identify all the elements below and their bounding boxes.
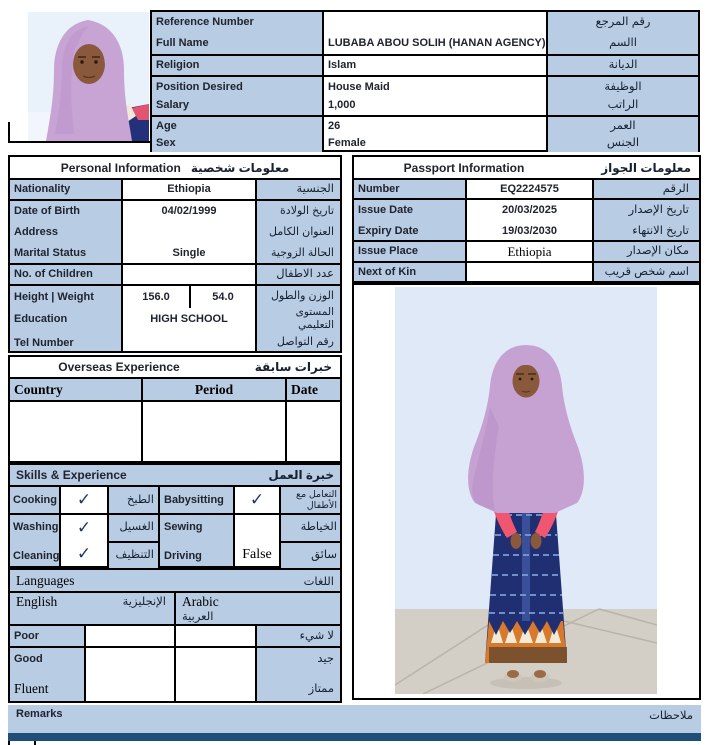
nationality-value: Ethiopia: [167, 183, 211, 195]
sewing-label-ar: الخياطة: [281, 515, 340, 541]
children-value: [127, 265, 251, 284]
full-name-label: Full Name: [156, 37, 209, 49]
english-poor-cell: [84, 626, 174, 646]
skills-title-ar: خبرة العمل: [268, 468, 334, 482]
next-row-left-border: [8, 741, 10, 745]
english-good-fluent-cell: [84, 648, 174, 701]
position-desired-label-ar: الوظيفة: [604, 81, 642, 93]
reference-number-value: [328, 12, 542, 33]
age-value: 26: [328, 120, 341, 132]
education-value: HIGH SCHOOL: [150, 313, 228, 325]
overseas-col-date: Date: [285, 379, 340, 400]
issue-place-label-ar: مكان الإصدار: [627, 245, 689, 257]
next-row-column-border: [34, 741, 36, 745]
next-of-kin-value: [471, 263, 588, 281]
skills-title: Skills & Experience: [16, 468, 127, 482]
overseas-experience-title: Overseas Experience: [58, 360, 180, 374]
issue-place-label: Issue Place: [358, 245, 418, 257]
position-desired-value: House Maid: [328, 81, 390, 93]
height-value: 156.0: [142, 291, 170, 303]
date-of-birth-label: Date of Birth: [14, 205, 80, 217]
cleaning-label: Cleaning: [13, 550, 59, 562]
washing-check: ✓: [76, 518, 92, 537]
remarks-band: [8, 705, 701, 733]
marital-status-value: Single: [172, 247, 206, 259]
driving-check: False: [242, 547, 272, 562]
portrait-photo-image: [28, 12, 149, 141]
religion-label: Religion: [156, 59, 200, 71]
level-good-label: Good: [14, 653, 43, 665]
arabic-good-fluent-cell: [174, 648, 255, 701]
level-poor-label-ar: لا شيء: [255, 626, 340, 646]
babysitting-label-ar: التعامل مع الأطفال: [279, 487, 340, 513]
cooking-label: Cooking: [10, 487, 59, 513]
next-of-kin-label-ar: اسم شخص قريب: [604, 266, 689, 278]
personal-information-title: Personal Information: [60, 160, 181, 175]
overseas-col-period: Period: [141, 379, 285, 400]
personal-information-title-ar: معلومات شخصية: [190, 160, 290, 175]
date-of-birth-value: 04/02/1999: [161, 205, 217, 217]
height-weight-label-ar: الوزن والطول: [271, 290, 334, 302]
children-label: No. of Children: [14, 268, 93, 280]
reference-number-label-ar: رقم المرجع: [595, 16, 651, 28]
overseas-row-period-empty: [141, 402, 285, 461]
level-fluent-label: Fluent: [14, 681, 49, 696]
passport-number-label-ar: الرقم: [662, 183, 689, 195]
sex-value: Female: [328, 137, 366, 149]
driving-label: Driving: [164, 550, 202, 562]
tel-number-value: [123, 330, 255, 351]
arabic-label-ar: العربية: [182, 611, 214, 623]
arabic-poor-cell: [174, 626, 255, 646]
cooking-label-ar: الطبخ: [107, 487, 158, 513]
full-name-label-ar: االسم: [609, 37, 637, 49]
tel-number-label-ar: رقم التواصل: [276, 336, 334, 348]
date-of-birth-label-ar: تاريخ الولادة: [280, 205, 334, 217]
full-name-value: LUBABA ABOU SOLIH (HANAN AGENCY): [328, 37, 546, 49]
expiry-date-label-ar: تاريخ الانتهاء: [632, 225, 689, 237]
babysitting-check: ✓: [233, 487, 279, 513]
cooking-check: ✓: [59, 487, 107, 513]
tel-number-label: Tel Number: [14, 337, 74, 349]
marital-status-label-ar: الحالة الزوجية: [271, 247, 334, 259]
issue-date-label-ar: تاريخ الإصدار: [628, 204, 689, 216]
remarks-label-ar: ملاحظات: [649, 710, 693, 722]
salary-value: 1,000: [328, 99, 356, 111]
reference-number-label: Reference Number: [156, 16, 254, 28]
languages-table: [8, 568, 342, 703]
washing-label: Washing: [13, 521, 59, 533]
address-label: Address: [14, 226, 59, 238]
issue-date-label: Issue Date: [358, 204, 414, 216]
remarks-label: Remarks: [16, 708, 63, 720]
sewing-check: [235, 515, 279, 541]
nationality-label-ar: الجنسية: [296, 183, 334, 195]
cleaning-check: ✓: [76, 544, 92, 563]
applicant-portrait-photo: [28, 12, 149, 141]
address-label-ar: العنوان الكامل: [269, 226, 334, 238]
washing-label-ar: الغسيل: [109, 515, 158, 541]
level-good-label-ar: جيد: [317, 653, 334, 665]
religion-label-ar: الديانة: [608, 59, 638, 71]
next-of-kin-label: Next of Kin: [358, 266, 417, 278]
passport-information-title: Passport Information: [403, 160, 525, 175]
position-desired-label: Position Desired: [156, 81, 243, 93]
passport-number-label: Number: [358, 183, 400, 195]
passport-information-title-ar: معلومات الجواز: [601, 160, 691, 175]
sex-label-ar: الجنس: [606, 137, 640, 149]
full-body-photo-image: [395, 287, 657, 694]
address-value: [127, 222, 251, 243]
photo-cell-bottom-border: [8, 141, 152, 143]
full-body-photo-box: [352, 283, 701, 700]
cleaning-label-ar: التنظيف: [109, 541, 158, 568]
photo-cell-left-border: [8, 122, 10, 143]
languages-title-ar: اللغات: [303, 575, 334, 588]
salary-label: Salary: [156, 99, 190, 111]
applicant-full-body-photo: [395, 287, 657, 694]
expiry-date-value: 19/03/2030: [501, 225, 558, 237]
level-fluent-label-ar: ممتاز: [308, 683, 334, 695]
skills-experience-table: [8, 463, 342, 568]
languages-title: Languages: [16, 572, 75, 588]
passport-number-value: EQ2224575: [500, 183, 559, 195]
nationality-label: Nationality: [14, 183, 71, 195]
personal-information-table: [8, 155, 342, 353]
driving-label-ar: سائق: [281, 541, 340, 568]
header-table: [150, 10, 700, 152]
passport-information-table: [352, 155, 701, 283]
overseas-row-country-empty: [10, 402, 141, 461]
age-label: Age: [156, 120, 177, 132]
issue-date-value: 20/03/2025: [501, 204, 558, 216]
babysitting-label: Babysitting: [158, 487, 233, 513]
issue-place-value: Ethiopia: [507, 244, 552, 259]
children-label-ar: عدد الاطفال: [276, 268, 334, 280]
overseas-experience-title-ar: خبرات سابقة: [254, 360, 332, 374]
age-label-ar: العمر: [610, 120, 636, 132]
expiry-date-label: Expiry Date: [358, 225, 419, 237]
height-weight-label: Height | Weight: [14, 291, 94, 303]
education-label-ar: المستوى التعليمي: [295, 306, 334, 331]
marital-status-label: Marital Status: [14, 247, 87, 259]
overseas-experience-table: [8, 355, 342, 463]
overseas-row-date-empty: [285, 402, 340, 461]
arabic-label: Arabic: [182, 594, 219, 609]
salary-label-ar: الراتب: [607, 99, 639, 111]
weight-value: 54.0: [189, 286, 255, 308]
religion-value: Islam: [328, 59, 357, 71]
english-label-ar: الإنجليزية: [122, 596, 166, 608]
english-label: English: [16, 594, 58, 609]
bottom-divider-bar: [8, 733, 701, 741]
sex-label: Sex: [156, 137, 176, 149]
sewing-label: Sewing: [164, 521, 203, 533]
overseas-col-country: Country: [14, 382, 63, 397]
level-poor-label: Poor: [10, 626, 84, 646]
education-label: Education: [14, 313, 68, 325]
